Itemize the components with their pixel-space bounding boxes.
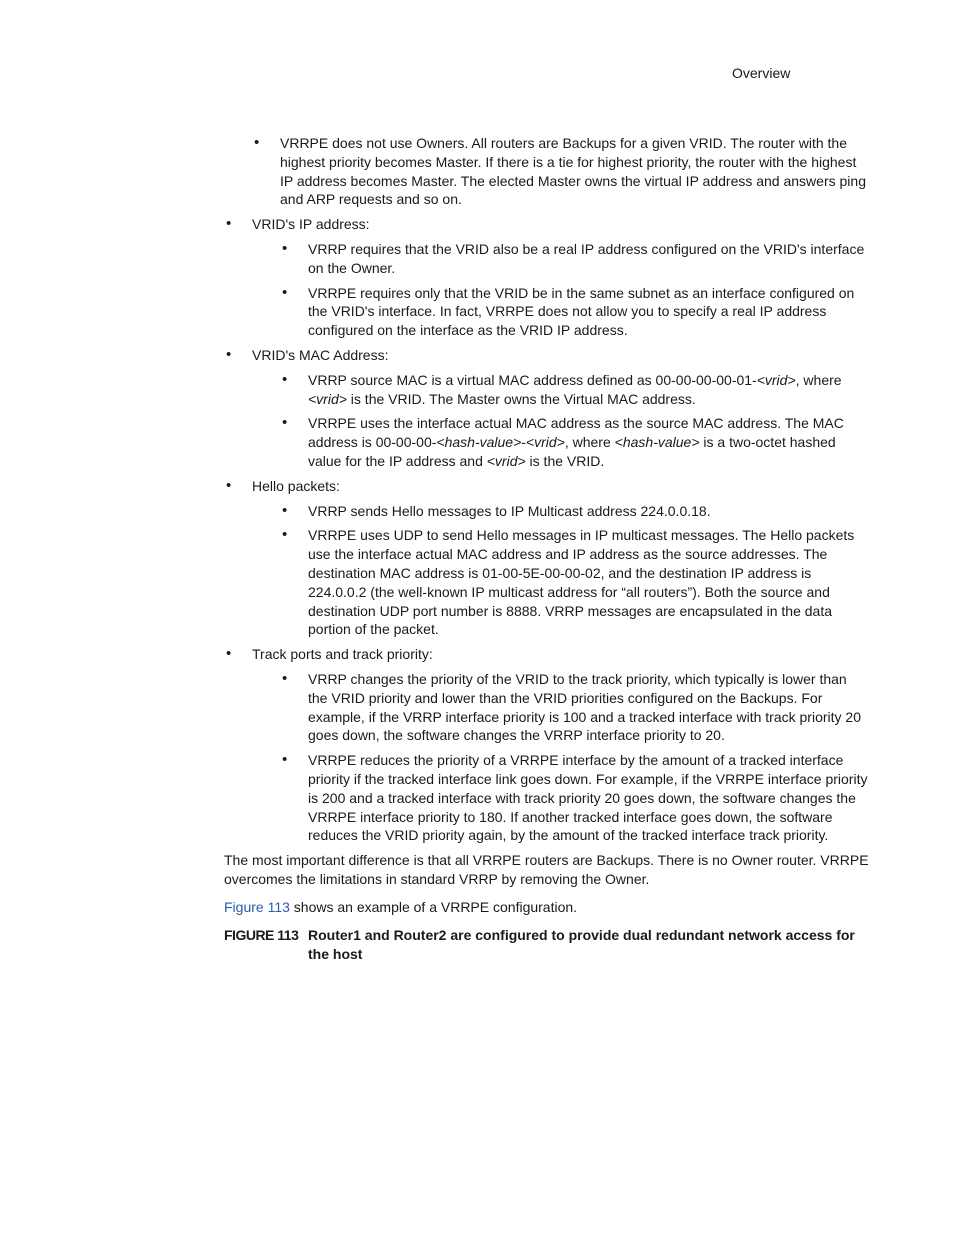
track-item-vrrpe: • VRRPE reduces the priority of a VRRPE interface by the amount of a tracked interface priority if the tracked interface link goes down. For example, if the VRRPE interface priority is 200 and a tracked interface with track priority 20 goes down, the software changes the VRRPE interface priority to 180. If another tracked interface goes down, the software reduces the VRID priority again, by the amount of the tracked interface track priority. xyxy=(252,751,869,845)
document-body xyxy=(224,134,869,964)
bullet-hello-packets xyxy=(224,477,869,639)
ip-address-item-vrrpe: • VRRPE requires only that the VRID be in the same subnet as an interface configured on the VRID's interface. In fact, VRRPE does not allow you to specify a real IP address configured on the interface as the VRID IP address. xyxy=(252,284,869,340)
figure-reference-paragraph xyxy=(224,898,869,917)
mac-address-item-vrrpe: • VRRPE uses the interface actual MAC address as the source MAC address. The MAC address is 00-00-00-<hash-value>-<vrid>, where <hash-value> is a two-octet hashed value for the IP address and <vrid> is the VRID. xyxy=(252,414,869,470)
track-title: Track ports and track priority: xyxy=(252,646,433,663)
ip-address-item-vrrp: • VRRP requires that the VRID also be a real IP address configured on the VRID's interface on the Owner. xyxy=(252,240,869,278)
track-sublist xyxy=(252,670,869,845)
figure-label: FIGURE 113 xyxy=(224,927,299,944)
ip-address-sublist xyxy=(252,240,869,340)
figure-113-link[interactable]: Figure 113 xyxy=(224,898,290,915)
ip-address-title: VRID's IP address: xyxy=(252,216,370,233)
summary-paragraph: The most important difference is that all VRRPE routers are Backups. There is no Owner router. VRRPE overcomes the limitations in standard VRRP by removing the Owner. xyxy=(224,852,869,887)
lead-bullet-list xyxy=(224,134,869,209)
figure-reference-text: shows an example of a VRRPE configuration. xyxy=(289,898,578,915)
bullet-mac-address xyxy=(224,346,869,471)
mac-address-sublist xyxy=(252,371,869,471)
running-header: Overview xyxy=(732,65,791,81)
bullet-track-ports xyxy=(224,645,869,845)
hello-title: Hello packets: xyxy=(252,477,340,494)
hello-item-vrrp: • VRRP sends Hello messages to IP Multicast address 224.0.0.18. xyxy=(252,502,869,521)
hello-sublist xyxy=(252,502,869,640)
figure-caption xyxy=(224,926,869,964)
mac-address-item-vrrp: • VRRP source MAC is a virtual MAC address defined as 00-00-00-00-01-<vrid>, where <vrid> is the VRID. The Master owns the Virtual MAC address. xyxy=(252,371,869,409)
track-item-vrrp: • VRRP changes the priority of the VRID to the track priority, which typically is lower than the VRID priority and lower than the VRID priorities configured on the Backups. For example, if the VRRP interface priority is 100 and a tracked interface with track priority 20 goes down, the software changes the VRRP interface priority to 20. xyxy=(252,670,869,745)
figure-caption-text: Router1 and Router2 are configured to provide dual redundant network access for the host xyxy=(308,927,855,963)
bullet-vrrpe-owners: • VRRPE does not use Owners. All routers are Backups for a given VRID. The router with the highest priority becomes Master. If there is a tie for highest priority, the router with the highest IP address becomes Master. The elected Master owns the virtual IP address and answers ping and ARP requests and so on. xyxy=(224,134,869,209)
comparison-list xyxy=(224,215,869,845)
mac-address-title: VRID's MAC Address: xyxy=(252,346,389,363)
hello-item-vrrpe: • VRRPE uses UDP to send Hello messages in IP multicast messages. The Hello packets use the interface actual MAC address and IP address as the source addresses. The destination MAC address is 01-00-5E-00-00-02, and the destination IP address is 224.0.0.2 (the well-known IP multicast address for “all routers”). Both the source and destination UDP port number is 8888. VRRP messages are encapsulated in the data portion of the packet. xyxy=(252,526,869,639)
bullet-ip-address xyxy=(224,215,869,340)
